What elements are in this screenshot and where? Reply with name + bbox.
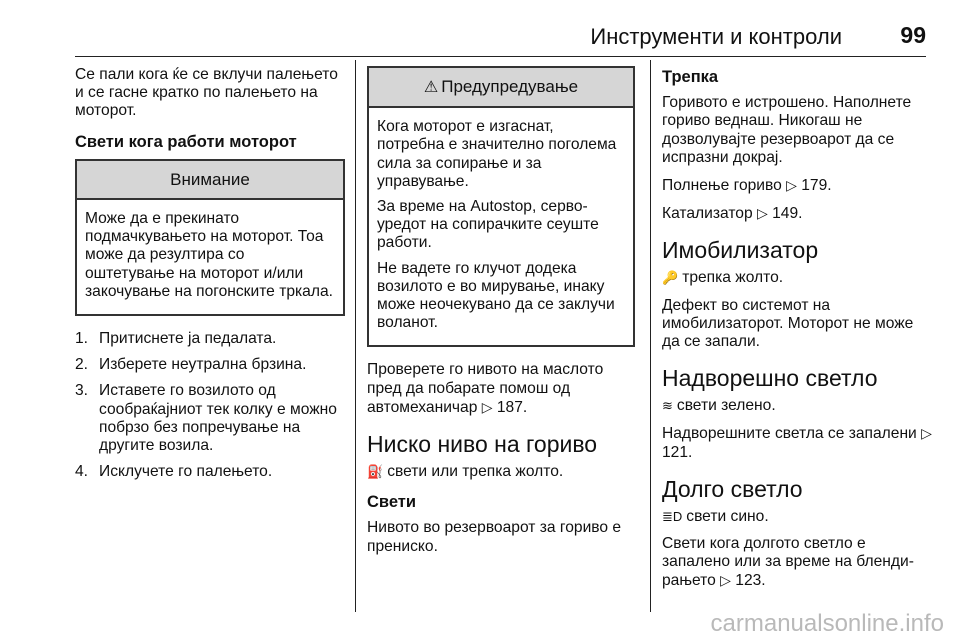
- trepka-paragraph: Горивото е истрошено. Наполнете гориво веднаш. Никогаш не дозволувајте резервоарот да се испразни докрај.: [662, 94, 912, 166]
- warning-paragraph: За време на Autostop, серво-уредот на сопирачките сеуште работи.: [377, 198, 599, 252]
- immobilizer-heading: Имобилизатор: [662, 237, 819, 264]
- warning-title: Предупредување: [441, 77, 579, 96]
- column-divider: [355, 60, 356, 612]
- warning-triangle-icon: ⚠: [423, 79, 439, 96]
- notice-box: [75, 159, 345, 316]
- warning-paragraph: Не вадете го клучот додека возилото е во мирување, инаку може неочекувано да се заклучи воланот.: [377, 259, 615, 332]
- high-beam-icon: ≣D: [662, 508, 683, 524]
- list-item: 4. Исклучете го палењето.: [75, 463, 273, 481]
- car-key-icon: 🔑: [662, 270, 679, 286]
- column-middle: ⚠ Предупредување Кога моторот е изгаснат, потребна е значително поголема сила за сопирање и за управување. За време на Autostop, серво-уредот на сопирачките сеуште работи. Не вадете го клучот додека возилото е во мирување, инаку може неочекувано да се заклучи воланот. Проверете го нивото на маслото пред да побарате помош од автомеханичар ▷ 187. Ниско ниво на гориво ⛽ свети или трепка жолто. Свети Нивото во резервоарот за гориво е прениско.: [367, 66, 635, 565]
- column-divider: [650, 60, 651, 612]
- page-ref-arrow-icon: ▷: [481, 398, 493, 415]
- column-right: Трепка Горивото е истрошено. Наполнете гориво веднаш. Никогаш не дозволувајте резервоарот да се испразни докрај. Полнење гориво ▷ 179. Катализатор ▷ 149. Имобилизатор 🔑 трепка жолто. Дефект во системот на имобилизаторот. Моторот не може да се запали. Надворешно светло ≋ свети зелено. Надворешните светла се запалени ▷ 121. Долго светло ≣D свети сино. Свети кога долгото светло е запалено или за време на блендирањето ▷ 123.: [662, 68, 932, 590]
- trepka-heading: Трепка: [662, 68, 719, 86]
- page-reference-link[interactable]: 149.: [772, 205, 803, 223]
- side-lights-icon: ≋: [662, 398, 673, 414]
- page-ref-arrow-icon: ▷: [757, 205, 768, 222]
- list-item: 3. Иставете го возилото од сообраќајниот тек колку е можно побрзо без попречување на другите возила.: [75, 382, 337, 455]
- fuel-pump-icon: ⛽: [367, 464, 384, 480]
- fuel-low-paragraph: Нивото во резервоарот за гориво е прениско.: [367, 519, 622, 555]
- page-reference-link[interactable]: 123.: [735, 572, 766, 590]
- oil-check-paragraph: Проверете го нивото на маслото пред да побарате помош од автомеханичар ▷ 187.: [367, 361, 604, 416]
- warning-paragraph: Кога моторот е изгаснат, потребна е значително поголема сила за сопирање и за управување.: [377, 118, 617, 190]
- high-beam-heading: Долго светло: [662, 475, 803, 502]
- column-left: [75, 66, 345, 489]
- page-reference-link[interactable]: 179.: [801, 177, 832, 195]
- watermark: carmanualsonline.info: [710, 610, 944, 637]
- list-item: 2. Изберете неутрална брзина.: [75, 356, 307, 374]
- page-ref-arrow-icon: ▷: [720, 572, 731, 589]
- notice-title: Внимание: [77, 161, 343, 200]
- sveti-heading: Свети: [367, 493, 417, 512]
- fuel-heading: Ниско ниво на гориво: [367, 431, 598, 458]
- page-number: 99: [900, 22, 926, 48]
- intro-paragraph: Се пали кога ќе се вклучи палењето и се гасне кратко по палењето на моторот.: [75, 66, 338, 120]
- immobilizer-paragraph: Дефект во системот на имобилизаторот. Моторот не може да се запали.: [662, 296, 914, 351]
- outer-light-heading: Надворешно светло: [662, 365, 878, 392]
- notice-body: Може да е прекинато подмачкувањето на моторот. Тоа може да резултира со оштетување на моторот и/или закочување на погонските тркала.: [85, 210, 333, 300]
- page-reference-link[interactable]: 187.: [496, 398, 528, 416]
- list-item: 1. Притиснете ја педалата.: [75, 330, 277, 348]
- warning-box: [367, 66, 635, 347]
- section-title: Инструменти и контроли: [590, 24, 842, 49]
- page-ref-arrow-icon: ▷: [921, 425, 932, 442]
- section-heading: Свети кога работи моторот: [75, 132, 297, 151]
- page-ref-arrow-icon: ▷: [786, 177, 797, 194]
- page-reference-link[interactable]: 121.: [662, 443, 693, 461]
- steps-list: [75, 330, 345, 481]
- header-rule: [75, 56, 926, 57]
